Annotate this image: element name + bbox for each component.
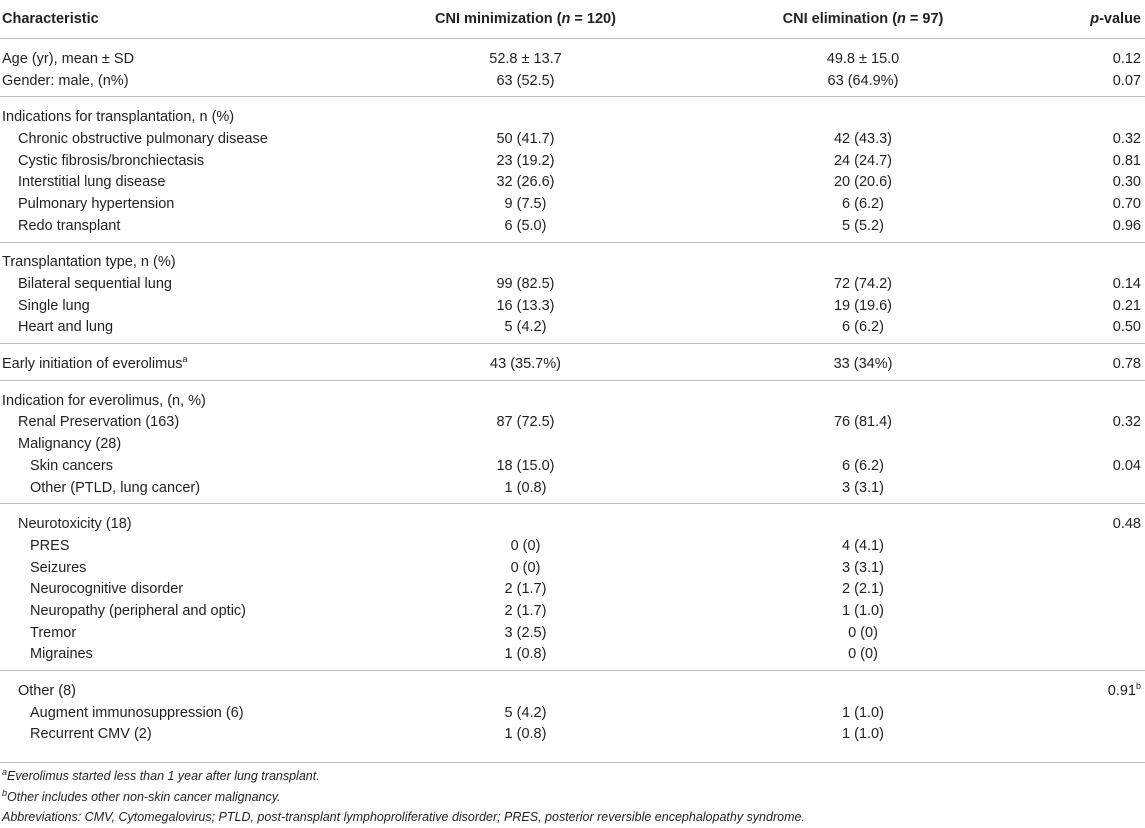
cni-minimization-value: 9 (7.5): [504, 195, 547, 212]
row-label: Single lung: [18, 297, 90, 314]
cni-minimization-value: 0 (0): [510, 537, 541, 554]
row-label: Heart and lung: [0, 317, 360, 344]
row-label: Augment immunosuppression (6): [30, 704, 244, 721]
cni-elimination-value: 6 (6.2): [842, 457, 884, 474]
cni-minimization-value: 1 (0.8): [360, 477, 695, 504]
row-label: PRES: [30, 537, 70, 554]
p-value: [1035, 622, 1145, 644]
row-label: Skin cancers: [30, 457, 114, 474]
cni-minimization-value: 23 (19.2): [496, 152, 555, 169]
cni-minimization-value: [360, 504, 695, 535]
p-value: 0.48: [1112, 516, 1141, 533]
row-label: Chronic obstructive pulmonary disease: [18, 130, 268, 147]
cni-minimization-value: 0 (0): [510, 559, 541, 576]
row-label: Pulmonary hypertension: [18, 195, 175, 212]
cni-elimination-value: 63 (64.9%): [695, 70, 1035, 97]
table-row: [0, 171, 1145, 193]
table-row: [0, 600, 1145, 622]
cni-minimization-value: 2 (1.7): [504, 602, 547, 619]
cni-minimization-value: 2 (1.7): [504, 581, 547, 598]
row-label: Neurocognitive disorder: [30, 581, 184, 598]
footnote-marker-b: b: [1135, 681, 1141, 692]
row-label: Recurrent CMV (2): [30, 726, 152, 743]
p-value: [1035, 477, 1145, 504]
section-label: Indication for everolimus, (n, %): [2, 392, 206, 409]
cni-minimization-value: [360, 242, 695, 273]
p-value: [1035, 702, 1145, 724]
cni-elimination-value: 0 (0): [695, 644, 1035, 671]
table-row: [0, 535, 1145, 557]
row-label: Renal Preservation (163): [18, 414, 180, 431]
table-row: [0, 128, 1145, 150]
cni-minimization-value: 6 (5.0): [360, 215, 695, 242]
cni-minimization-value: 18 (15.0): [496, 457, 555, 474]
cni-elimination-value: 49.8 ± 15.0: [826, 50, 900, 67]
row-label: Migraines: [0, 644, 360, 671]
footnote-abbreviations: Abbreviations: CMV, Cytomegalovirus; PTLD, post-transplant lymphoproliferative disorder; PRES, posterior reversible encephalopathy syndrome.: [2, 810, 805, 824]
cni-minimization-value: [360, 671, 695, 702]
cni-elimination-value: 1 (1.0): [842, 704, 884, 721]
row-label: Bilateral sequential lung: [18, 276, 172, 293]
p-value: 0.70: [1112, 195, 1141, 212]
footnote-a: $^a$Everolimus started less than 1 year after lung transplant.: [2, 766, 320, 783]
p-value: [1035, 242, 1145, 273]
cni-elimination-value: 1 (1.0): [842, 602, 884, 619]
section-label: Transplantation type, n (%): [2, 254, 176, 271]
cni-elimination-value: 19 (19.6): [833, 297, 893, 314]
cni-elimination-value: 76 (81.4): [833, 414, 893, 431]
cni-elimination-value: 24 (24.7): [833, 152, 893, 169]
cni-elimination-value: 3 (3.1): [695, 477, 1035, 504]
p-value: 0.50: [1035, 317, 1145, 344]
table-row: [0, 557, 1145, 579]
cni-minimization-value: 5 (4.2): [504, 704, 547, 721]
cni-elimination-value: [695, 242, 1035, 273]
cni-elimination-value: [695, 433, 1035, 455]
row-label: Early initiation of everolimus$^a$: [0, 344, 360, 381]
section-label: Indications for transplantation, n (%): [2, 109, 235, 126]
cni-elimination-value: [695, 504, 1035, 535]
footnote-b: $^b$Other includes other non-skin cancer malignancy.: [2, 787, 281, 804]
table-row: [0, 39, 1145, 70]
table-row: [0, 622, 1145, 644]
footnote-divider: [0, 762, 1145, 763]
cni-minimization-value: 32 (26.6): [496, 174, 555, 191]
cni-elimination-value: 2 (2.1): [842, 581, 884, 598]
p-value: 0.04: [1112, 457, 1141, 474]
table-row: [0, 477, 1145, 504]
table-row: [0, 70, 1145, 97]
p-value: 0.07: [1035, 70, 1145, 97]
p-value: [1035, 724, 1145, 746]
table-row: [0, 295, 1145, 317]
p-value: 0.96: [1035, 215, 1145, 242]
cni-minimization-value: [360, 433, 695, 455]
cni-elimination-value: 20 (20.6): [833, 174, 893, 191]
row-label: Malignancy (28): [18, 436, 122, 453]
cni-elimination-value: 1 (1.0): [842, 726, 884, 743]
cni-elimination-value: 42 (43.3): [833, 130, 893, 147]
table-row-section: [0, 242, 1145, 273]
table-row: [0, 724, 1145, 746]
table-row: [0, 344, 1145, 381]
cni-elimination-value: 6 (6.2): [695, 317, 1035, 344]
cni-minimization-value: 1 (0.8): [504, 726, 547, 743]
cni-minimization-value: 1 (0.8): [360, 644, 695, 671]
p-value: [1035, 97, 1145, 128]
p-value: 0.81: [1112, 152, 1141, 169]
table-row-section: [0, 380, 1145, 411]
row-label: Tremor: [30, 624, 77, 641]
row-label: Age (yr), mean ± SD: [2, 50, 135, 67]
p-value: 0.30: [1112, 174, 1141, 191]
table-row: [0, 504, 1145, 535]
row-label: Neurotoxicity (18): [18, 516, 132, 533]
cni-minimization-value: 63 (52.5): [360, 70, 695, 97]
table-footnotes: [2, 766, 805, 828]
table-row: [0, 150, 1145, 172]
p-value: [1035, 557, 1145, 579]
p-value: [1035, 433, 1145, 455]
row-label: Neuropathy (peripheral and optic): [30, 602, 247, 619]
p-value: 0.21: [1112, 297, 1141, 314]
cni-elimination-value: 5 (5.2): [695, 215, 1035, 242]
cni-elimination-value: 33 (34%): [695, 344, 1035, 381]
header-cni-minimization: CNI minimization (n = 120): [360, 0, 695, 39]
table-row: [0, 644, 1145, 671]
row-label: Cystic fibrosis/bronchiectasis: [18, 152, 205, 169]
row-label: Redo transplant: [0, 215, 360, 242]
table-row: [0, 215, 1145, 242]
table-row: [0, 671, 1145, 702]
cni-elimination-value: 0 (0): [848, 624, 878, 641]
table-header: [0, 0, 1145, 39]
table-row: [0, 455, 1145, 477]
cni-elimination-value: 4 (4.1): [842, 537, 884, 554]
header-row: [0, 0, 1145, 39]
row-label: Other (8): [18, 683, 77, 700]
p-value: 0.32: [1112, 414, 1141, 431]
cni-minimization-value: [360, 97, 695, 128]
cni-minimization-value: 5 (4.2): [360, 317, 695, 344]
p-value: 0.12: [1112, 50, 1141, 67]
cni-elimination-value: 6 (6.2): [842, 195, 884, 212]
row-label: Seizures: [30, 559, 87, 576]
table-row: [0, 317, 1145, 344]
p-value: [1035, 535, 1145, 557]
cni-elimination-value: [695, 97, 1035, 128]
p-value: 0.14: [1112, 276, 1141, 293]
cni-minimization-value: [360, 380, 695, 411]
cni-minimization-value: 99 (82.5): [496, 276, 555, 293]
table-row-section: [0, 97, 1145, 128]
footnote-marker-a: a: [182, 354, 188, 365]
p-value: [1035, 600, 1145, 622]
table-row: [0, 193, 1145, 215]
table-row: [0, 578, 1145, 600]
p-value: [1035, 578, 1145, 600]
cni-minimization-value: 16 (13.3): [496, 297, 555, 314]
cni-minimization-value: 50 (41.7): [496, 130, 555, 147]
cni-elimination-value: 72 (74.2): [833, 276, 893, 293]
p-value: [1035, 380, 1145, 411]
row-label: Interstitial lung disease: [18, 174, 166, 191]
table-row: [0, 702, 1145, 724]
cni-elimination-value: 3 (3.1): [842, 559, 884, 576]
table-row: [0, 433, 1145, 455]
row-label: Other (PTLD, lung cancer): [0, 477, 360, 504]
p-value: 0.78: [1035, 344, 1145, 381]
p-value: 0.32: [1112, 130, 1141, 147]
cni-minimization-value: 52.8 ± 13.7: [489, 50, 562, 67]
table-row: [0, 273, 1145, 295]
header-characteristic: Characteristic: [0, 0, 360, 39]
cni-minimization-value: 43 (35.7%): [360, 344, 695, 381]
cni-minimization-value: 87 (72.5): [496, 414, 555, 431]
header-cni-elimination: CNI elimination (n = 97): [695, 0, 1035, 39]
row-label: Gender: male, (n%): [0, 70, 360, 97]
cni-elimination-value: [695, 380, 1035, 411]
table-row: [0, 412, 1145, 434]
header-p-value: p-value: [1035, 0, 1145, 39]
cni-elimination-value: [695, 671, 1035, 702]
p-value: [1035, 644, 1145, 671]
table-body: [0, 39, 1145, 746]
p-value: 0.91$^b$: [1107, 681, 1141, 700]
cni-minimization-value: 3 (2.5): [504, 624, 547, 641]
